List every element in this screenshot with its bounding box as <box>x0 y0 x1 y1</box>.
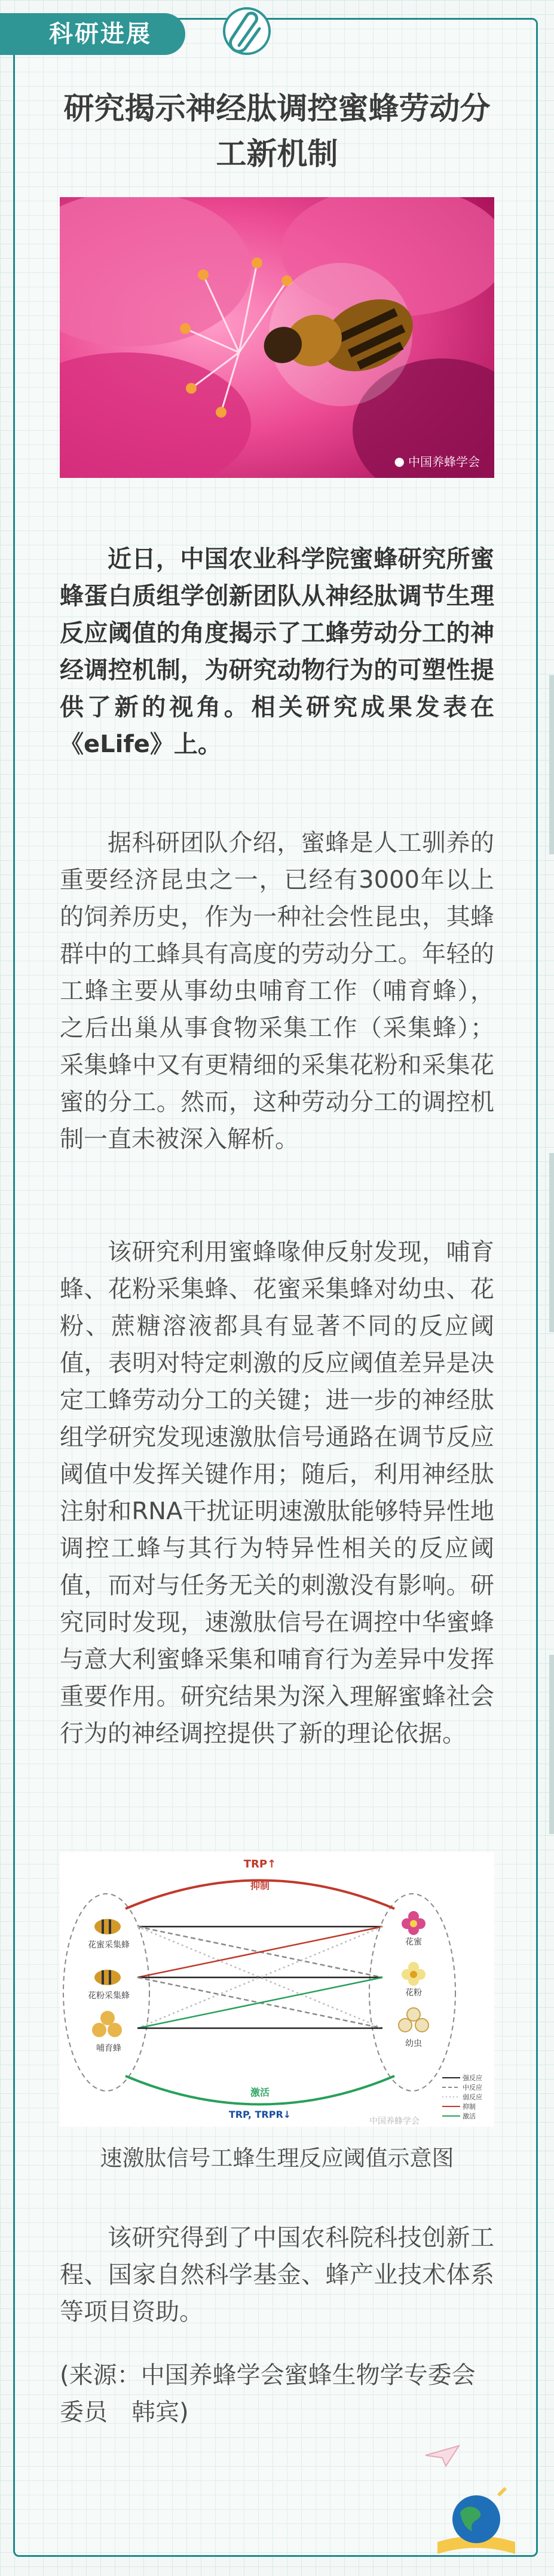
diagram-left-label: 花蜜采集蜂 <box>88 1940 130 1950</box>
wechat-icon: ● <box>394 453 405 468</box>
hero-watermark: ● 中国养蜂学会 <box>394 453 480 469</box>
paper-plane-icon <box>424 2443 460 2467</box>
source-credit: (来源：中国养蜂学会蜜蜂生物学专委会委员 韩宾) <box>60 2362 476 2426</box>
bottom-sublabel: TRP, TRPR↓ <box>228 2109 292 2120</box>
scrollbar-mark <box>549 1153 554 1332</box>
diagram-right-label: 花粉 <box>405 1988 422 1998</box>
hero-image-bee-on-flower <box>60 197 494 478</box>
legend-label: 抑制 <box>463 2103 476 2111</box>
mechanism-diagram <box>60 1852 494 2127</box>
section-tag: 科研进展 <box>0 13 185 55</box>
top-sublabel: 抑制 <box>250 1880 270 1891</box>
legend-label: 激活 <box>463 2112 476 2120</box>
top-label: TRP↑ <box>243 1858 277 1870</box>
bee-icon <box>94 1970 121 1985</box>
legend-label: 中反应 <box>463 2084 482 2092</box>
bee-icon <box>94 1919 121 1934</box>
legend-label: 强反应 <box>463 2074 482 2082</box>
diagram-watermark: 中国养蜂学会 <box>369 2117 420 2126</box>
article-title: 研究揭示神经肽调控蜜蜂劳动分工新机制 <box>63 91 491 172</box>
bottom-label: 激活 <box>250 2087 270 2098</box>
scrollbar-mark <box>549 1655 554 1834</box>
diagram-left-label: 花粉采集蜂 <box>88 1991 130 2001</box>
legend-label: 弱反应 <box>463 2093 482 2101</box>
paragraph-2: 该研究利用蜜蜂喙伸反射发现，哺育蜂、花粉采集蜂、花蜜采集蜂对幼虫、花粉、蔗糖溶液都具有显著不同的反应阈值，表明对特定刺激的反应阈值差异是决定工蜂劳动分工的关键；进一步的神经肽组学研究发现速激肽信号通路在调节反应阈值中发挥关键作用；随后，利用神经肽注射和RNA干扰证明速激肽能够特异性地调控工蜂与其行为特异性相关的反应阈值，而对与任务无关的刺激没有影响。研究同时发现，速激肽信号在调控中华蜜蜂与意大利蜜蜂采集和哺育行为差异中发挥重要作用。研究结果为深入理解蜜蜂社会行为的神经调控提供了新的理论依据。 <box>60 1238 494 1747</box>
diagram-right-label: 幼虫 <box>405 2039 422 2048</box>
paragraph-3: 该研究得到了中国农科院科技创新工程、国家自然科学基金、蜂产业技术体系等项目资助。 <box>60 2224 494 2326</box>
diagram-right-label: 花蜜 <box>405 1937 422 1947</box>
diagram-left-label: 哺育蜂 <box>96 2044 121 2053</box>
paragraph-1: 据科研团队介绍，蜜蜂是人工驯养的重要经济昆虫之一，已经有3000年以上的饲养历史，作为一种社会性昆虫，其蜂群中的工蜂具有高度的劳动分工。年轻的工蜂主要从事幼虫哺育工作（哺育蜂），之后出巢从事食物采集工作（采集蜂）；采集蜂中又有更精细的采集花粉和采集花蜜的分工。然而，这种劳动分工的调控机制一直未被深入解析。 <box>60 829 494 1153</box>
globe-book-icon <box>431 2482 521 2560</box>
paperclip-icon <box>221 4 273 63</box>
figure-caption: 速激肽信号工蜂生理反应阈值示意图 <box>100 2145 454 2171</box>
lead-paragraph: 近日，中国农业科学院蜜蜂研究所蜜蜂蛋白质组学创新团队从神经肽调节生理反应阈值的角度揭示了工蜂劳动分工的神经调控机制，为研究动物行为的可塑性提供了新的视角。相关研究成果发表在《eLife》上。 <box>60 545 494 758</box>
scrollbar-mark <box>549 675 554 854</box>
